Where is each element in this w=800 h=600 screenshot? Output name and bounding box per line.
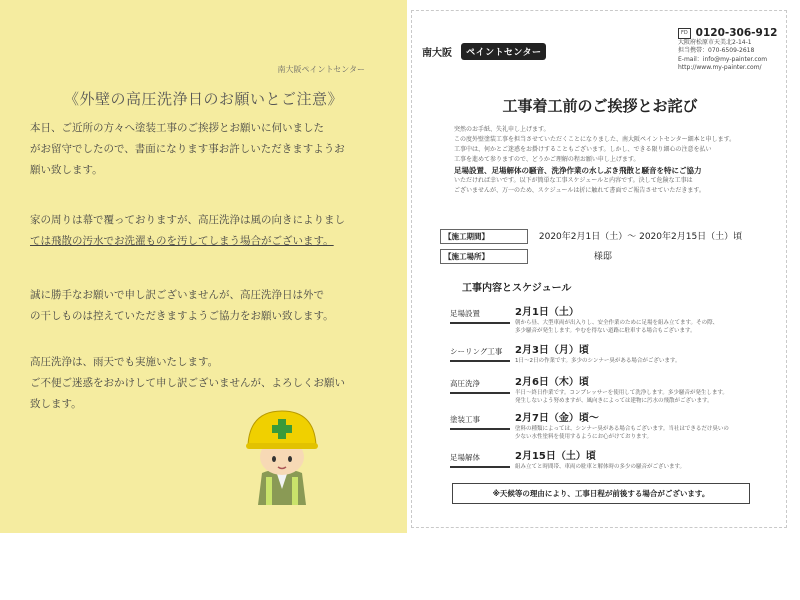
- text-line: がお留守でしたので、書面になります事お許しいただきますようお: [30, 143, 345, 155]
- construction-period: [440, 229, 742, 244]
- freedial-icon: FD: [678, 28, 691, 39]
- schedule-desc: [515, 319, 780, 335]
- yellow-notice-sheet: [0, 0, 407, 533]
- desc-line: 半日～終日作業です。コンプレッサーを使用して洗浄します。多少騒音が発生します。: [515, 390, 728, 396]
- text-line: 致します。: [30, 398, 82, 410]
- text-line: 願い致します。: [30, 164, 103, 176]
- desc-line: 発生しないよう努めますが、風向きによっては建物に汚水の飛散がございます。: [515, 398, 713, 404]
- text-line: 家の周りは幕で覆っておりますが、高圧洗浄は風の向きによりまし: [30, 214, 345, 226]
- desc-line: 朝から昼、大型車両が出入りし、安全作業のために足場を組み立てます。その際、: [515, 320, 719, 326]
- mobile-line: 担当携帯：070-6509-2618: [678, 47, 755, 54]
- intro-line: いただければ幸いです。以下が簡単な工事スケジュールと内容です。決して危険な工事は: [454, 177, 693, 184]
- company-logo: [422, 41, 546, 60]
- schedule-label: 塗装工事: [450, 414, 510, 430]
- desc-line: 塗料の種類によっては、シンナー臭がある場合もございます。当社はできるだけ臭いの: [515, 426, 729, 432]
- intro-line: この度外壁塗装工事を担当させていただくことになりました、南大阪ペイントセンター細本と申します。: [454, 136, 736, 143]
- location-label: 【施工場所】: [440, 249, 528, 264]
- phone-number: 0120-306-912: [695, 27, 778, 39]
- emphasis-line: 足場設置、足場解体の騒音、洗浄作業の水しぶき飛散と騒音を特にご協力: [454, 166, 702, 175]
- intro-line: 工事を進めて参りますので、どうかご理解の程お願い申し上げます。: [454, 156, 640, 163]
- website-line: http://www.my-painter.com/: [678, 64, 762, 71]
- intro-line: 突然のお手紙、失礼申し上げます。: [454, 126, 550, 133]
- schedule-label: 高圧洗浄: [450, 378, 510, 394]
- logo-prefix: 南大阪: [422, 48, 452, 59]
- paragraph-greeting: [30, 118, 385, 181]
- schedule-desc: [515, 389, 780, 405]
- contact-info: [678, 28, 777, 73]
- schedule-desc: [515, 425, 780, 441]
- address-line: 大阪府松原市天美北2-14-1: [678, 38, 752, 46]
- intro-line: 工事中は、何かとご迷惑をお掛けすることもございます。しかし、できる限り細心の注意を払い: [454, 146, 712, 153]
- schedule-date: 2月15日（土）頃: [515, 451, 596, 462]
- email-line: E-mail：info@my-painter.com: [678, 55, 768, 63]
- schedule-label: シーリング工事: [450, 346, 510, 362]
- schedule-date: 2月3日（月）頃: [515, 345, 589, 356]
- construction-location: [440, 249, 612, 264]
- text-line: の干しものは控えていただきますようご協力をお願い致します。: [30, 310, 334, 322]
- text-line: ご不便ご迷惑をおかけして申し訳ございませんが、よろしくお願い: [30, 377, 345, 389]
- desc-line: 組み立てと時間帯、車両の駐車と解体時の多少の騒音がございます。: [515, 464, 686, 470]
- schedule-date: 2月1日（土）: [515, 307, 579, 318]
- location-value: 様邸: [593, 252, 612, 262]
- desc-line: 多少騒音が発生します。やむを得ない道路に駐車する場合もございます。: [515, 328, 696, 334]
- text-line: 誠に勝手なお願いで申し訳ございませんが、高圧洗浄日は外で: [30, 289, 324, 301]
- construction-greeting-sheet: [411, 10, 787, 528]
- text-line: 高圧洗浄は、雨天でも実施いたします。: [30, 356, 219, 368]
- intro-line: ございませんが、万一のため、スケジュールは折に触れて書面でご報告させていただきます。: [454, 187, 705, 194]
- underlined-warning: ては飛散の汚水でお洗濯ものを汚してしまう場合がございます。: [30, 235, 334, 247]
- intro-text: [454, 125, 772, 196]
- paragraph-warning: [30, 210, 385, 252]
- weather-notice: ※天候等の理由により、工事日程が前後する場合がございます。: [452, 483, 750, 504]
- sheet-title: 工事着工前のご挨拶とお詫び: [502, 97, 698, 115]
- text-line: 本日、ご近所の方々へ塗装工事のご挨拶とお願いに伺いました: [30, 122, 324, 134]
- schedule-title: 工事内容とスケジュール: [462, 283, 572, 294]
- notice-title: 《外壁の高圧洗浄日のお願いとご注意》: [63, 90, 343, 108]
- worker-mascot-icon: [242, 405, 322, 505]
- schedule-desc: [515, 357, 780, 365]
- desc-line: 1日～2日の作業です。多少のシンナー臭がある場合がございます。: [515, 358, 681, 364]
- schedule-label: 足場設置: [450, 308, 510, 324]
- schedule-desc: [515, 463, 780, 471]
- period-value: 2020年2月1日（土）～ 2020年2月15日（土）頃: [538, 232, 743, 242]
- schedule-date: 2月6日（木）頃: [515, 377, 589, 388]
- logo-text: ペイントセンター: [461, 43, 546, 60]
- desc-line: 少ない水性塗料を使用するようにお心がけております。: [515, 434, 653, 440]
- company-name: 南大阪ペイントセンター: [277, 65, 365, 74]
- paragraph-closing: [30, 352, 385, 415]
- schedule-label: 足場解体: [450, 452, 510, 468]
- schedule-date: 2月7日（金）頃～: [515, 413, 599, 424]
- paragraph-request: [30, 285, 385, 327]
- period-label: 【施工期間】: [440, 229, 528, 244]
